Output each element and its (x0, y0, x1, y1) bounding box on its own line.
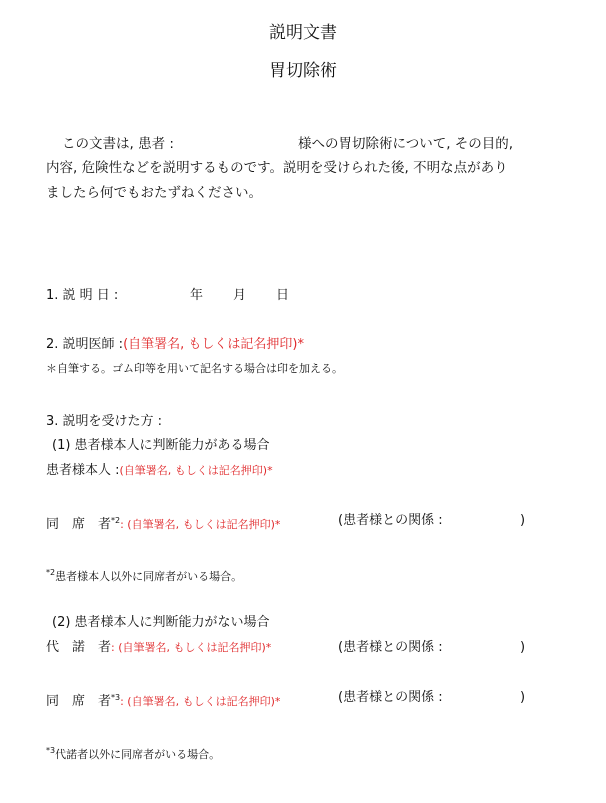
case2-attendee-row (46, 686, 280, 714)
proxy-label: 代 諾 者 (46, 640, 112, 655)
proxy-signature-hint: : (自筆署名, もしくは記名押印)* (111, 641, 272, 654)
document-subtitle: 胃切除術 (269, 61, 337, 81)
doctor-note: ＊自筆する。ゴム印等を用いて記名する場合は印を加える。 (46, 362, 343, 375)
intro-line-3: ましたら何でもおたずねください。 (46, 185, 262, 201)
case1-footnote-mark: *2 (46, 568, 56, 577)
case2-attendee-label: 同 席 者 (46, 694, 112, 709)
doctor-signature-hint: (自筆署名, もしくは記名押印)* (123, 337, 304, 352)
case2-footnote-text: 代諾者以外に同席者がいる場合。 (55, 748, 221, 761)
case2-heading: (2) 患者様本人に判断能力がない場合 (52, 615, 270, 630)
attendee-footnote-mark: *2 (111, 516, 121, 525)
patient-signature-row (46, 459, 273, 483)
recipient-label: 3. 説明を受けた方 : (46, 414, 163, 429)
case1-heading: (1) 患者様本人に判断能力がある場合 (52, 438, 270, 453)
case1-footnote-text: 患者様本人以外に同席者がいる場合。 (55, 570, 243, 583)
doctor-label (46, 333, 304, 357)
case1-relation-close: ) (520, 513, 526, 528)
doctor-label-text: 2. 説明医師 : (46, 337, 124, 352)
case2-attendee-footnote-mark: *3 (111, 693, 121, 702)
year-label: 年 (190, 288, 204, 303)
day-label: 日 (276, 288, 290, 303)
case2-attendee-signature-hint: : (自筆署名, もしくは記名押印)* (120, 695, 281, 708)
case2-footnote (46, 739, 220, 767)
intro-line-2: 内容, 危険性などを説明するものです。説明を受けられた後, 不明な点があり (46, 160, 508, 176)
intro-line-1a: この文書は, 患者 : (62, 136, 174, 152)
case2-footnote-mark: *3 (46, 746, 56, 755)
month-label: 月 (233, 288, 247, 303)
attendee-signature-hint: : (自筆署名, もしくは記名押印)* (120, 518, 281, 531)
proxy-relation-close: ) (520, 640, 526, 655)
case1-attendee-row (46, 509, 280, 537)
proxy-row (46, 636, 271, 660)
patient-signature-hint: (自筆署名, もしくは記名押印)* (119, 464, 273, 477)
case1-footnote (46, 561, 242, 589)
patient-label: 患者様本人 : (46, 463, 120, 478)
document-title: 説明文書 (269, 23, 337, 43)
proxy-relation-open: (患者様との関係 : (338, 640, 443, 655)
case2-relation-close: ) (520, 690, 526, 705)
attendee-label: 同 席 者 (46, 517, 112, 532)
explanation-date-label: 1. 説 明 日 : (46, 288, 119, 303)
case1-relation-open: (患者様との関係 : (338, 513, 443, 528)
intro-line-1b: 様への胃切除術について, その目的, (298, 136, 514, 152)
case2-relation-open: (患者様との関係 : (338, 690, 443, 705)
